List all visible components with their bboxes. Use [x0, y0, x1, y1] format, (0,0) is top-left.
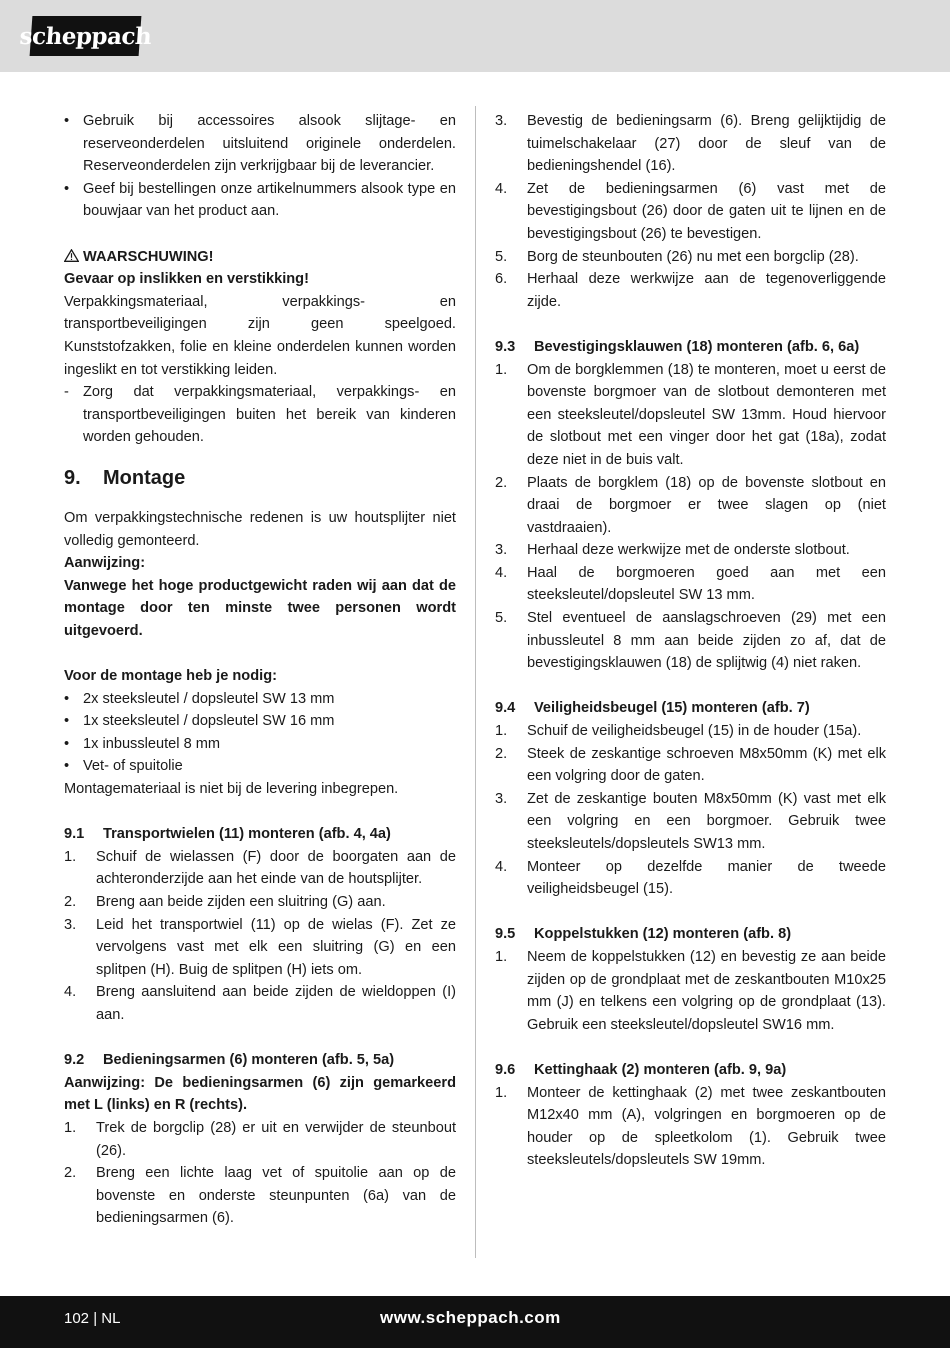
list-item: 1. Neem de koppelstukken (12) en bevestig ze aan beide zijden op de grondplaat met de zeskantbouten M10x25 mm (J) en telkens een volgring op de grondplaat (13). Gebruik een steeksleutel/dopsleutel SW16 mm.: [495, 948, 886, 1033]
right-column: [495, 110, 886, 1172]
list-item: 1. Schuif de wielassen (F) door de boorgaten aan de achteronderzijde aan het einde van de houtsplijter.: [64, 848, 456, 888]
list-item: • Vet- of spuitolie: [64, 758, 183, 775]
warning-heading: WAARSCHUWING!: [64, 246, 456, 269]
list-item: 1. Trek de borgclip (28) er uit en verwijder de steunbout (26).: [64, 1119, 456, 1159]
section-heading: 9. Montage: [64, 466, 186, 489]
list-item: 3. Herhaal deze werkwijze met de onderste slotbout.: [495, 542, 850, 559]
note-label: Aanwijzing:: [64, 555, 146, 572]
list-item: 3. Bevestig de bedieningsarm (6). Breng gelijktijdig de tuimelschakelaar (27) door de sleuf van de bedieningshendel (16).: [495, 113, 886, 175]
brand-logo: scheppach: [30, 16, 142, 56]
list-item: 2. Plaats de borgklem (18) op de bovenste slotbout en draai de borgmoer er twee slagen op (niet vastdraaien).: [495, 474, 886, 536]
list-item: - Zorg dat verpakkingsmateriaal, verpakkings- en transportbeveiligingen buiten het bereik van kinderen worden gehouden.: [64, 384, 456, 446]
list-item: 4. Haal de borgmoeren goed aan met een steeksleutel/dopsleutel SW 13 mm.: [495, 564, 886, 604]
subsection-heading: 9.4 Veiligheidsbeugel (15) monteren (afb. 7): [495, 700, 810, 717]
list-item: 4. Breng aansluitend aan beide zijden de wieldoppen (I) aan.: [64, 984, 456, 1023]
list-item: • 2x steeksleutel / dopsleutel SW 13 mm: [64, 690, 335, 707]
list-item: 3. Leid het transportwiel (11) op de wielas (F). Zet ze vervolgens vast met elk een sluitring (G) en een splitpen (H). Buig de splitpen (H) iets om.: [64, 916, 456, 978]
list-item: 1. Schuif de veiligheidsbeugel (15) in de houder (15a).: [495, 723, 862, 740]
list-item: 2. Breng aan beide zijden een sluitring (G) aan.: [64, 894, 386, 910]
subsection-heading: 9.3 Bevestigingsklauwen (18) monteren (afb. 6, 6a): [495, 338, 860, 355]
warning-text: Verpakkingsmateriaal, verpakkings- en transportbeveiligingen zijn geen speelgoed. Kunststofzakken, folie en kleine onderdelen kunnen worden ingeslikt en tot verstikking leiden.: [64, 293, 456, 378]
list-item: 2. Steek de zeskantige schroeven M8x50mm (K) met elk een volgring door de gaten.: [495, 745, 886, 785]
footer-bar: [0, 1296, 950, 1348]
list-item: • Geef bij bestellingen onze artikelnummers alsook type en bouwjaar van het product aan.: [64, 180, 456, 220]
list-item: 6. Herhaal deze werkwijze aan de tegenoverliggende zijde.: [495, 271, 886, 310]
warning-triangle-icon: [64, 249, 79, 262]
list-item: 4. Monteer op dezelfde manier de tweede veiligheidsbeugel (15).: [495, 858, 886, 898]
note-text: Vanwege het hoge productgewicht raden wij aan dat de montage door ten minste twee personen wordt uitgevoerd.: [64, 577, 456, 639]
list-item: • 1x inbussleutel 8 mm: [64, 735, 221, 752]
note-text: Aanwijzing: De bedieningsarmen (6) zijn gemarkeerd met L (links) en R (rechts).: [64, 1074, 456, 1114]
tools-note: Montagemateriaal is niet bij de levering inbegrepen.: [64, 781, 399, 798]
left-column: [64, 110, 456, 1230]
column-divider: [475, 106, 476, 1258]
list-item: 2. Breng een lichte laag vet of spuitolie aan op de bovenste en onderste steunpunten (6a) van de bedieningsarmen (6).: [64, 1165, 456, 1227]
list-item: 4. Zet de bedieningsarmen (6) vast met de bevestigingsbout (26) door de gaten uit te lijnen en de bevestigingsbout (26) te bevestigen.: [495, 180, 886, 242]
website-link[interactable]: www.scheppach.com: [380, 1308, 561, 1327]
list-item: • 1x steeksleutel / dopsleutel SW 16 mm: [64, 713, 335, 730]
list-item: • Gebruik bij accessoires alsook slijtage- en reserveonderdelen uitsluitend originele onderdelen. Reserveonderdelen zijn verkrijgbaar bij de leverancier.: [64, 113, 456, 175]
warning-subtitle: Gevaar op inslikken en verstikking!: [64, 271, 309, 288]
header-bar: [0, 0, 950, 72]
list-item: 5. Borg de steunbouten (26) nu met een borgclip (28).: [495, 248, 859, 265]
subsection-heading: 9.5 Koppelstukken (12) monteren (afb. 8): [495, 926, 792, 943]
intro-text: Om verpakkingstechnische redenen is uw houtsplijter niet volledig gemonteerd.: [64, 509, 456, 549]
subsection-heading: 9.1 Transportwielen (11) monteren (afb. 4, 4a): [64, 826, 391, 843]
list-item: 3. Zet de zeskantige bouten M8x50mm (K) vast met elk een volgring en een borgmoer. Gebruik twee steeksleutels/dopsleutels SW13 mm.: [495, 790, 886, 852]
page-number: 102 | NL: [64, 1310, 121, 1327]
list-item: 1. Om de borgklemmen (18) te monteren, moet u eerst de bovenste borgmoer van de slotbout demonteren met een steeksleutel/dopsleutel SW 13mm. Houd hiervoor de slotbout met een vinger door het gat (18a), zodat deze niet in de buis valt.: [495, 361, 886, 468]
list-item: 1. Monteer de kettinghaak (2) met twee zeskantbouten M12x40 mm (A), volgringen en borgmoeren op de houder op de spleetkolom (1). Gebruik twee steeksleutels/dopsleutels SW 19mm.: [495, 1084, 886, 1169]
list-item: 5. Stel eventueel de aanslagschroeven (29) met een inbussleutel 8 mm aan beide zijden zo af, dat de bevestigingsklauwen (18) de splijtwig (4) niet raken.: [495, 610, 886, 672]
tools-label: Voor de montage heb je nodig:: [64, 668, 277, 685]
subsection-heading: 9.2 Bedieningsarmen (6) monteren (afb. 5, 5a): [64, 1052, 395, 1069]
subsection-heading: 9.6 Kettinghaak (2) monteren (afb. 9, 9a): [495, 1061, 787, 1078]
